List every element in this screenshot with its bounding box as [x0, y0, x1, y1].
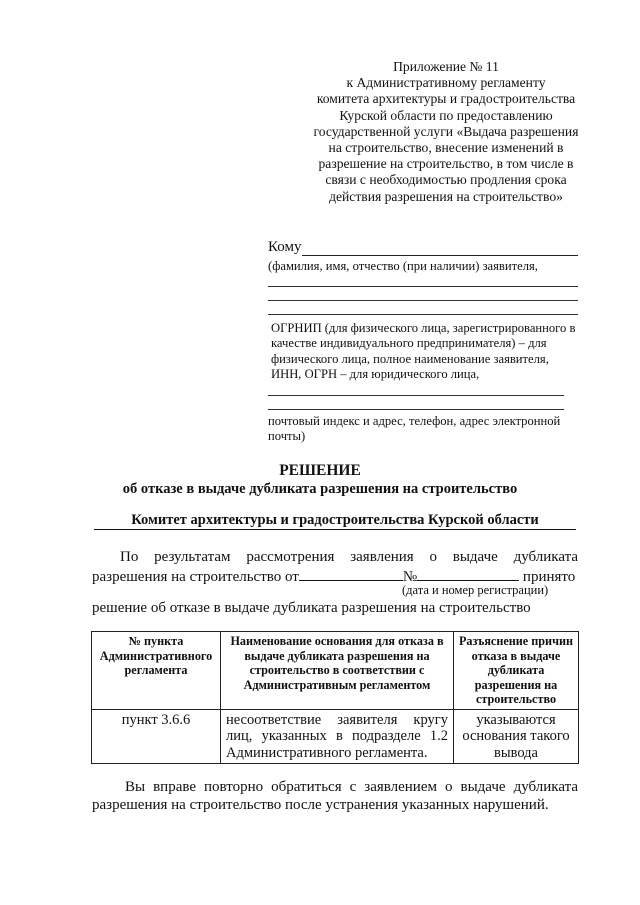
header-reason: Наименование основания для отказа в выдаче дубликата разрешения на строительство в соответствии с Административным регламентом — [221, 632, 454, 710]
intro-paragraph — [92, 548, 578, 586]
decision-line: решение об отказе в выдаче дубликата разрешения на строительство — [92, 600, 531, 616]
appendix-line: Приложение № 11 — [393, 59, 499, 74]
addressee-blank-line[interactable] — [268, 314, 578, 315]
appendix-line: на строительство, внесение изменений в — [328, 140, 564, 156]
appendix-line: Курской области по предоставлению — [339, 107, 553, 123]
date-number-hint: (дата и номер регистрации) — [402, 583, 549, 597]
decision-subtitle: об отказе в выдаче дубликата разрешения на строительство — [122, 481, 518, 497]
refusal-reasons-table — [91, 631, 579, 764]
header-explanation: Разъяснение причин отказа в выдаче дубликата разрешения на строительство — [454, 632, 579, 710]
appendix-line: государственной услуги «Выдача разрешения — [313, 123, 579, 139]
decision-title: РЕШЕНИЕ — [279, 462, 361, 479]
addressee-name-field[interactable] — [302, 241, 578, 256]
table-header-row — [92, 632, 579, 710]
addressee-blank-line[interactable] — [268, 409, 564, 410]
appendix-line: действия разрешения на строительство» — [329, 188, 563, 204]
addressee-name-hint: (фамилия, имя, отчество (при наличии) заявителя, — [268, 259, 538, 273]
addressee-blank-line[interactable] — [268, 300, 578, 301]
authority-name: Комитет архитектуры и градостроительства Курской области — [94, 511, 576, 530]
addressee-block — [268, 238, 578, 445]
addressee-blank-line[interactable] — [268, 395, 564, 396]
addressee-to-row — [268, 238, 578, 256]
appendix-line: к Административному регламенту — [346, 75, 546, 91]
intro-text: По результатам рассмотрения заявления о выдаче дубликата разрешения на строительство от — [92, 549, 578, 585]
number-sign: № — [402, 569, 418, 585]
cell-point: пункт 3.6.6 — [92, 709, 221, 764]
cell-reason: несоответствие заявителя кругу лиц, указанных в подразделе 1.2 Административного регламента. — [221, 709, 454, 764]
appendix-line: комитета архитектуры и градостроительства — [316, 91, 576, 107]
addressee-address-hint: почтовый индекс и адрес, телефон, адрес электронной почты) — [268, 413, 561, 443]
date-field[interactable] — [299, 566, 403, 581]
addressee-ogrnip-hint: ОГРНИП (для физического лица, зарегистрированного в качестве индивидуального предпринимателя) – для физического лица, полное наименование заявителя, ИНН, ОГРН – для юридического лица, — [271, 320, 576, 381]
appendix-line: разрешение на строительство, в том числе в — [318, 156, 574, 172]
addressee-to-label: Кому — [268, 239, 302, 255]
addressee-blank-line[interactable] — [268, 286, 578, 287]
registration-number-field[interactable] — [417, 566, 519, 581]
cell-explanation: указываются основания такого вывода — [454, 709, 579, 764]
appendix-line: связи с необходимостью продления срока — [325, 172, 567, 188]
accepted-text: принято — [522, 569, 576, 585]
appendix-header — [300, 59, 592, 205]
closing-paragraph: Вы вправе повторно обратиться с заявлением о выдаче дубликата разрешения на строительство после устранения указанных нарушений. — [92, 779, 578, 813]
header-point: № пункта Административного регламента — [92, 632, 221, 710]
table-row — [92, 709, 579, 764]
